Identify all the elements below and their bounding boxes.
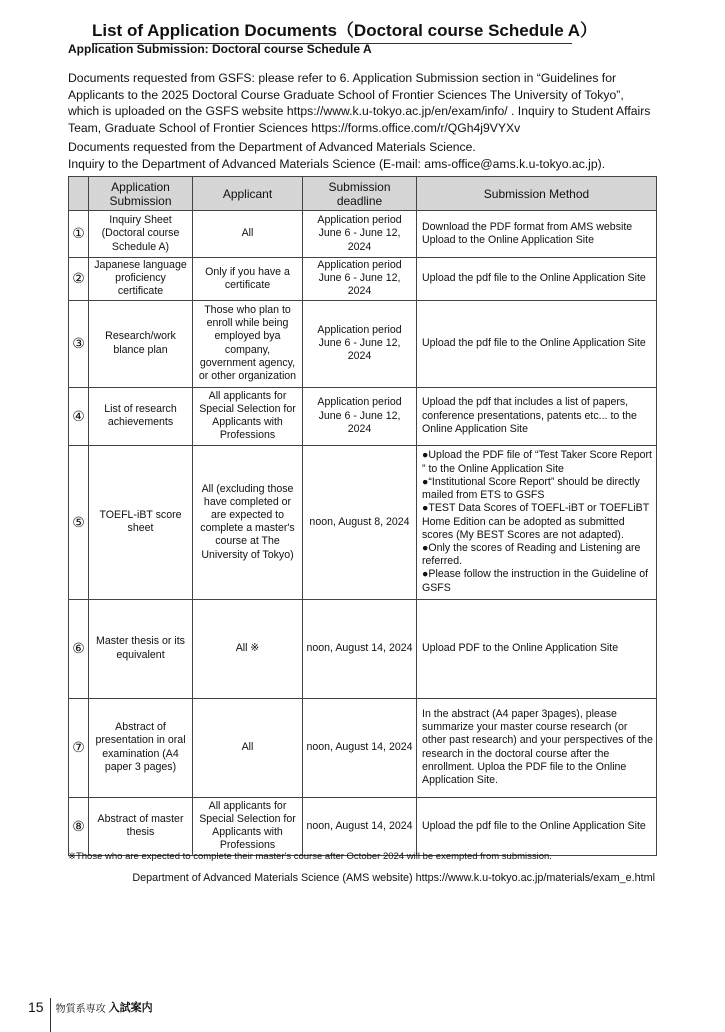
row-number: ① bbox=[69, 211, 89, 258]
row-number: ② bbox=[69, 258, 89, 301]
method-bullet: ●Upload the PDF file of “Test Taker Score Report ” to the Online Application Site bbox=[422, 449, 652, 475]
method-cell: Upload the pdf file to the Online Application Site bbox=[417, 258, 657, 301]
gsfs-documents-paragraph: Documents requested from GSFS: please refer to 6. Application Submission section in “Guidelines for Applicants to the 2025 Doctoral Course Graduate School of Frontier Sciences The University of Tokyo”, which is uploaded on the GSFS website https://www.k.u-tokyo.ac.jp/en/exam/info/ . Inquiry to Student Affairs Team, Graduate School of Frontier Sciences https://forms.office.com/r/QGh4j9VYXv bbox=[68, 71, 651, 135]
header-submission-deadline: Submission deadline bbox=[303, 177, 417, 211]
applicant-cell: All ※ bbox=[193, 599, 303, 698]
document-name: Master thesis or its equivalent bbox=[89, 599, 193, 698]
row-number: ⑤ bbox=[69, 445, 89, 599]
table-row bbox=[69, 387, 657, 445]
header-applicant: Applicant bbox=[193, 177, 303, 211]
method-cell bbox=[417, 445, 657, 599]
table-row bbox=[69, 698, 657, 797]
applicant-cell: Those who plan to enroll while being employed bya company, government agency, or other organization bbox=[193, 300, 303, 387]
method-cell: Upload the pdf that includes a list of papers, conference presentations, patents etc... to the Online Application Site bbox=[417, 387, 657, 445]
method-bullet: ●“Institutional Score Report” should be directly mailed from ETS to GSFS bbox=[422, 475, 640, 502]
method-cell: Download the PDF format from AMS website Upload to the Online Application Site bbox=[417, 211, 657, 258]
applicant-cell: All bbox=[193, 211, 303, 258]
document-name: Abstract of master thesis bbox=[89, 797, 193, 855]
page-number: 15 bbox=[28, 999, 44, 1015]
table-row bbox=[69, 211, 657, 258]
table-row bbox=[69, 258, 657, 301]
book-title-bold: 入試案内 bbox=[108, 1002, 153, 1014]
row-number: ⑦ bbox=[69, 698, 89, 797]
method-bullet: ●Only the scores of Reading and Listening are referred. bbox=[422, 541, 641, 568]
document-name: Research/work blance plan bbox=[89, 300, 193, 387]
row-number: ⑧ bbox=[69, 797, 89, 855]
row-number: ④ bbox=[69, 387, 89, 445]
ams-inquiry-line: Inquiry to the Department of Advanced Materials Science (E-mail: ams-office@ams.k.u-tokyo.ac.jp). bbox=[68, 156, 606, 171]
table-row bbox=[69, 797, 657, 855]
method-cell: In the abstract (A4 paper 3pages), please summarize your master course research (or other past research) and your perspectives of the research in the doctoral course after the enrollment. Uploa the PDF file to the Online Application Site. bbox=[417, 698, 657, 797]
table-row bbox=[69, 300, 657, 387]
row-number: ⑥ bbox=[69, 599, 89, 698]
applicant-cell: All applicants for Special Selection for Applicants with Professions bbox=[193, 387, 303, 445]
deadline-cell: Application period June 6 - June 12, 2024 bbox=[303, 258, 417, 301]
ams-documents-line: Documents requested from the Department of Advanced Materials Science. bbox=[68, 140, 476, 154]
page-title: List of Application Documents（Doctoral course Schedule A） bbox=[92, 16, 572, 44]
deadline-cell: noon, August 14, 2024 bbox=[303, 698, 417, 797]
method-cell: Upload PDF to the Online Application Site bbox=[417, 599, 657, 698]
ams-documents-paragraph bbox=[68, 139, 658, 172]
page-footer bbox=[28, 990, 153, 1024]
table-row bbox=[69, 445, 657, 599]
applicant-cell: Only if you have a certificate bbox=[193, 258, 303, 301]
table-row bbox=[69, 599, 657, 698]
applicant-cell: All bbox=[193, 698, 303, 797]
header-application-submission: Application Submission bbox=[89, 177, 193, 211]
application-documents-table bbox=[68, 176, 657, 856]
method-bullet: ●Please follow the instruction in the Guideline of GSFS bbox=[422, 568, 649, 594]
method-cell: Upload the pdf file to the Online Application Site bbox=[417, 300, 657, 387]
document-name: Inquiry Sheet (Doctoral course Schedule A) bbox=[89, 211, 193, 258]
document-name: Abstract of presentation in oral examination (A4 paper 3 pages) bbox=[89, 698, 193, 797]
deadline-cell: noon, August 14, 2024 bbox=[303, 797, 417, 855]
book-title: 物質系専攻 bbox=[55, 1003, 106, 1015]
table-header-row bbox=[69, 177, 657, 211]
exemption-footnote: ※Those who are expected to complete their master's course after October 2024 will be exempted from submission. bbox=[68, 851, 552, 862]
header-submission-method: Submission Method bbox=[417, 177, 657, 211]
applicant-cell: All applicants for Special Selection for Applicants with Professions bbox=[193, 797, 303, 855]
applicant-cell: All (excluding those have completed or are expected to complete a master's course at The University of Tokyo) bbox=[193, 445, 303, 599]
row-number: ③ bbox=[69, 300, 89, 387]
ams-website-link[interactable]: Department of Advanced Materials Science (AMS website) https://www.k.u-tokyo.ac.jp/materials/exam_e.html bbox=[132, 872, 655, 884]
method-bullet: ●TEST Data Scores of TOEFL-iBT or TOEFLiBT Home Edition can be adopted as submitted scores (My BEST Scores are not adapted). bbox=[422, 502, 649, 541]
deadline-cell: Application period June 6 - June 12, 2024 bbox=[303, 211, 417, 258]
deadline-cell: noon, August 14, 2024 bbox=[303, 599, 417, 698]
document-name: List of research achievements bbox=[89, 387, 193, 445]
document-name: Japanese language proficiency certificate bbox=[89, 258, 193, 301]
deadline-cell: noon, August 8, 2024 bbox=[303, 445, 417, 599]
deadline-cell: Application period June 6 - June 12, 2024 bbox=[303, 300, 417, 387]
section-subtitle: Application Submission: Doctoral course Schedule A bbox=[68, 42, 372, 56]
document-name: TOEFL-iBT score sheet bbox=[89, 445, 193, 599]
deadline-cell: Application period June 6 - June 12, 2024 bbox=[303, 387, 417, 445]
method-cell: Upload the pdf file to the Online Application Site bbox=[417, 797, 657, 855]
header-number bbox=[69, 177, 89, 211]
footer-divider bbox=[50, 998, 51, 1032]
